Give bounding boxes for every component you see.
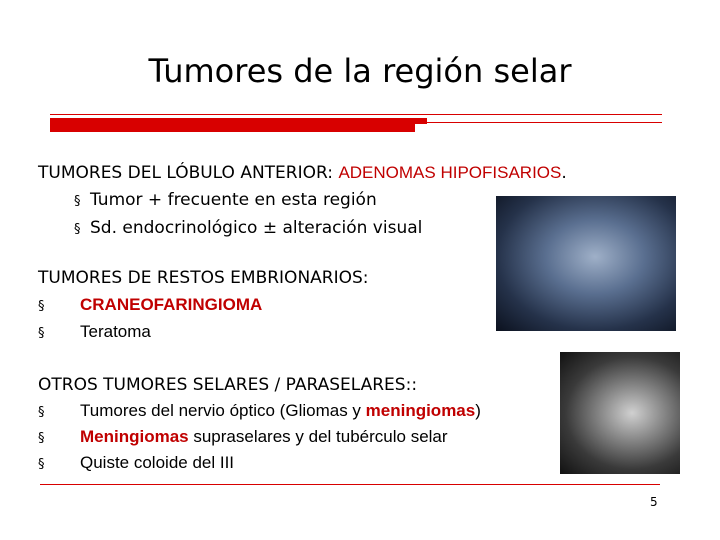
section3-item1-suffix: )	[475, 401, 481, 420]
section1-heading-suffix: .	[561, 163, 567, 183]
section1-bullet-1: Tumor + frecuente en esta región	[90, 190, 377, 210]
bullet-icon: §	[38, 457, 45, 472]
slide-title: Tumores de la región selar	[148, 52, 572, 90]
section3-heading: OTROS TUMORES SELARES / PARASELARES::	[38, 375, 418, 395]
bullet-icon: §	[38, 326, 45, 341]
bullet-icon: §	[38, 299, 45, 314]
section3-item2-red: Meningiomas	[80, 427, 189, 446]
section1-heading-prefix: TUMORES DEL LÓBULO ANTERIOR:	[38, 163, 339, 183]
section1-heading-red: ADENOMAS HIPOFISARIOS	[338, 163, 562, 182]
mri-image-sagittal	[496, 196, 676, 331]
mri-image-coronal	[560, 352, 680, 474]
section2-item-1: CRANEOFARINGIOMA	[80, 295, 263, 314]
bullet-icon: §	[74, 194, 81, 209]
bullet-icon: §	[38, 405, 45, 420]
section1-bullet-2: Sd. endocrinológico ± alteración visual	[90, 218, 423, 238]
bullet-icon: §	[38, 431, 45, 446]
section3-item-2	[80, 427, 448, 447]
section3-item-1	[80, 401, 481, 421]
section3-item2-suffix: supraselares y del tubérculo selar	[188, 427, 448, 446]
page-number: 5	[650, 495, 658, 509]
section1-heading	[38, 163, 567, 183]
section2-item-2: Teratoma	[80, 322, 151, 341]
divider-thin-2	[427, 122, 662, 123]
divider-bar	[50, 118, 415, 132]
section3-item-3: Quiste coloide del III	[80, 453, 235, 472]
section2-heading: TUMORES DE RESTOS EMBRIONARIOS:	[38, 268, 369, 288]
divider-bar-small	[415, 118, 427, 124]
section3-item1-red: meningiomas	[365, 401, 476, 420]
footer-divider	[40, 484, 660, 485]
bullet-icon: §	[74, 222, 81, 237]
divider-thin	[50, 114, 662, 115]
section3-item1-prefix: Tumores del nervio óptico (Gliomas y	[80, 401, 366, 420]
